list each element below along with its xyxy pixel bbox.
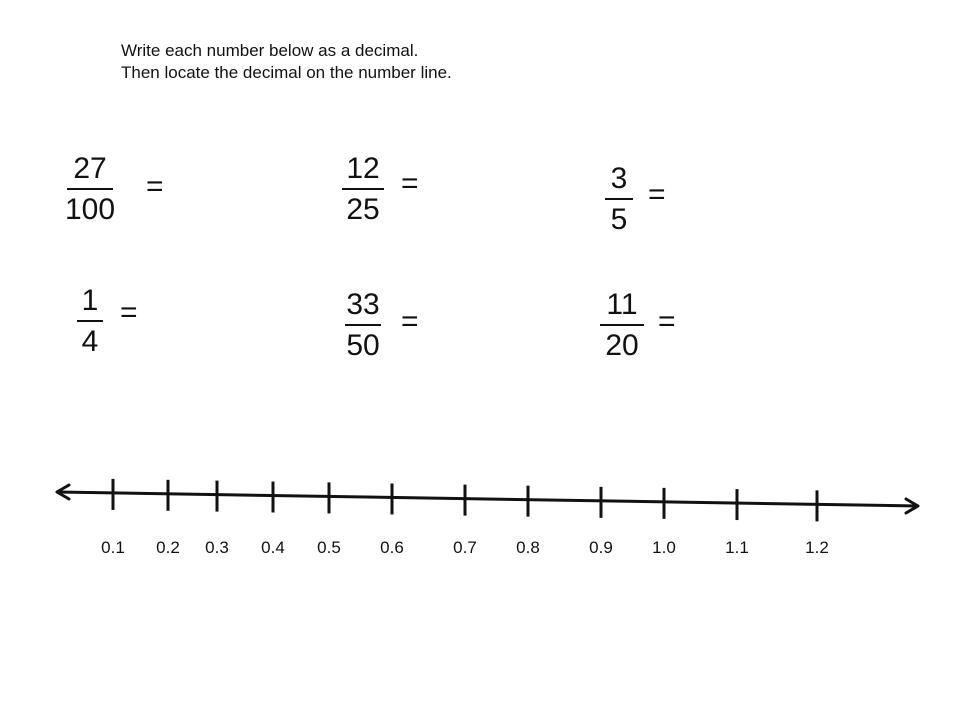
- numerator: 12: [346, 152, 380, 185]
- tick-label: 0.9: [589, 538, 613, 557]
- fraction-bar: [67, 188, 113, 190]
- denominator: 100: [64, 193, 116, 226]
- fraction-bar: [77, 320, 103, 322]
- instruction-line-2: Then locate the decimal on the number line.: [121, 63, 452, 82]
- denominator: 5: [610, 203, 628, 236]
- fraction-1: [50, 152, 130, 227]
- tick-label: 0.5: [317, 538, 341, 557]
- fraction-3: [579, 162, 659, 237]
- equals-sign-3: =: [648, 178, 666, 211]
- tick-label: 0.6: [380, 538, 404, 557]
- fraction-bar: [342, 188, 384, 190]
- tick-label: 0.4: [261, 538, 285, 557]
- tick-label: 1.2: [805, 538, 829, 557]
- fraction-6: [582, 288, 662, 363]
- numerator: 1: [81, 284, 99, 317]
- tick-label: 0.3: [205, 538, 229, 557]
- equals-sign-5: =: [401, 305, 419, 338]
- fraction-2: [323, 152, 403, 227]
- fraction-5: [323, 288, 403, 363]
- denominator: 20: [605, 329, 639, 362]
- fraction-bar: [605, 198, 633, 200]
- denominator: 25: [346, 193, 380, 226]
- equals-sign-6: =: [658, 305, 676, 338]
- denominator: 50: [346, 329, 380, 362]
- number-line: [0, 470, 960, 540]
- instruction-line-1: Write each number below as a decimal.: [121, 41, 419, 60]
- instructions: [121, 40, 452, 84]
- equals-sign-1: =: [146, 170, 164, 203]
- numerator: 33: [346, 288, 380, 321]
- fraction-bar: [345, 324, 381, 326]
- tick-label: 0.7: [453, 538, 477, 557]
- denominator: 4: [81, 325, 99, 358]
- tick-label: 0.1: [101, 538, 125, 557]
- equals-sign-4: =: [120, 296, 138, 329]
- tick-label: 1.0: [652, 538, 676, 557]
- tick-label: 0.2: [156, 538, 180, 557]
- tick-label: 1.1: [725, 538, 749, 557]
- numerator: 27: [73, 152, 107, 185]
- equals-sign-2: =: [401, 167, 419, 200]
- numerator: 3: [610, 162, 628, 195]
- fraction-4: [50, 284, 130, 359]
- fraction-bar: [600, 324, 644, 326]
- number-line-axis: [57, 492, 918, 506]
- tick-label: 0.8: [516, 538, 540, 557]
- numerator: 11: [606, 288, 638, 321]
